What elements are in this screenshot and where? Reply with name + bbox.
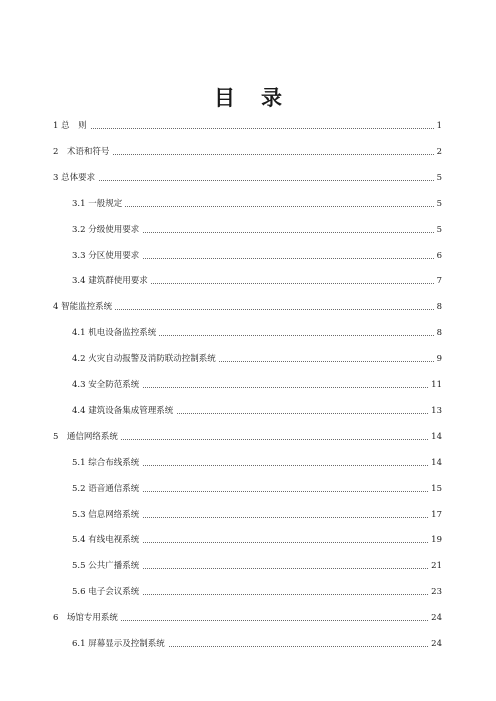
toc-entry-page: 1 (436, 121, 442, 131)
toc-entry-page: 21 (431, 561, 442, 572)
toc-entry-page: 6 (436, 250, 442, 261)
toc-entry-page: 24 (431, 613, 442, 624)
toc-entry[interactable] (0, 379, 496, 391)
toc-entry-label: 4.2 火灾自动报警及消防联动控制系统 (72, 353, 219, 365)
toc-entry-page: 23 (431, 587, 442, 598)
toc-entry[interactable] (0, 353, 496, 365)
toc-entry[interactable] (0, 560, 496, 572)
toc-entry[interactable] (0, 327, 496, 339)
toc-entry-page: 5 (436, 198, 442, 209)
page-title (0, 82, 496, 112)
toc-entry-page: 5 (436, 224, 442, 235)
toc-entry-label: 5 通信网络系统 (53, 431, 121, 443)
toc-entry[interactable] (0, 483, 496, 495)
toc-entry-label: 3.4 建筑群使用要求 (72, 275, 151, 287)
toc-entry[interactable] (0, 120, 496, 132)
toc-entry[interactable] (0, 224, 496, 236)
toc-entry-page: 13 (431, 405, 442, 416)
toc-entry-page: 7 (436, 276, 442, 287)
toc-entry-label: 4.3 安全防范系统 (72, 379, 142, 391)
toc-entry[interactable] (0, 457, 496, 469)
toc-entry-page: 2 (436, 146, 442, 157)
toc-entry-label: 3.3 分区使用要求 (72, 250, 142, 262)
toc-entry[interactable] (0, 586, 496, 598)
toc-entry-label: 5.3 信息网络系统 (72, 509, 142, 521)
toc-entry-page: 24 (431, 639, 442, 649)
toc-entry[interactable] (0, 146, 496, 158)
toc-entry-page: 14 (431, 457, 442, 468)
toc-entry-page: 11 (431, 380, 442, 390)
toc-entry-label: 6.1 屏幕显示及控制系统 (72, 638, 168, 650)
toc-entry[interactable] (0, 431, 496, 443)
dot-leader (53, 180, 438, 181)
toc-entry-label: 5.6 电子会议系统 (72, 586, 142, 598)
toc-entry-label: 6 场馆专用系统 (53, 612, 121, 624)
toc-entry-label: 4 智能监控系统 (53, 301, 115, 313)
toc-entry-label: 3.2 分级使用要求 (72, 224, 142, 236)
toc-entry-label: 5.1 综合布线系统 (72, 457, 142, 469)
toc-entry-page: 8 (436, 328, 442, 339)
toc-entry-label: 1 总 则 (53, 120, 90, 132)
toc-entry[interactable] (0, 405, 496, 417)
toc-entry[interactable] (0, 612, 496, 624)
dot-leader (53, 128, 438, 129)
toc-entry[interactable] (0, 638, 496, 650)
toc-entry-label: 5.5 公共广播系统 (72, 560, 142, 572)
toc-entry[interactable] (0, 198, 496, 210)
toc-entry-label: 2 术语和符号 (53, 146, 112, 158)
title-char-1: 目 (214, 86, 235, 110)
toc-entry-page: 14 (431, 431, 442, 442)
toc-entry-page: 19 (431, 535, 442, 546)
toc-entry-label: 4.1 机电设备监控系统 (72, 327, 159, 339)
toc-entry[interactable] (0, 509, 496, 521)
dot-leader (72, 206, 438, 207)
toc-entry-page: 5 (436, 172, 442, 183)
toc-entry-page: 17 (431, 509, 442, 520)
toc-entry[interactable] (0, 172, 496, 184)
toc-entry-page: 8 (436, 302, 442, 313)
toc-entry[interactable] (0, 250, 496, 262)
toc-entry[interactable] (0, 301, 496, 313)
toc-entry-label: 5.2 语音通信系统 (72, 483, 142, 495)
toc-entry-page: 9 (436, 354, 442, 365)
toc-entry-label: 4.4 建筑设备集成管理系统 (72, 405, 176, 417)
toc-entry[interactable] (0, 275, 496, 287)
toc-entry[interactable] (0, 534, 496, 546)
toc-entry-label: 3.1 一般规定 (72, 198, 125, 210)
toc-entry-page: 15 (431, 483, 442, 494)
toc-entry-label: 3 总体要求 (53, 172, 98, 184)
toc-entry-label: 5.4 有线电视系统 (72, 534, 142, 546)
title-char-2: 录 (261, 86, 282, 110)
